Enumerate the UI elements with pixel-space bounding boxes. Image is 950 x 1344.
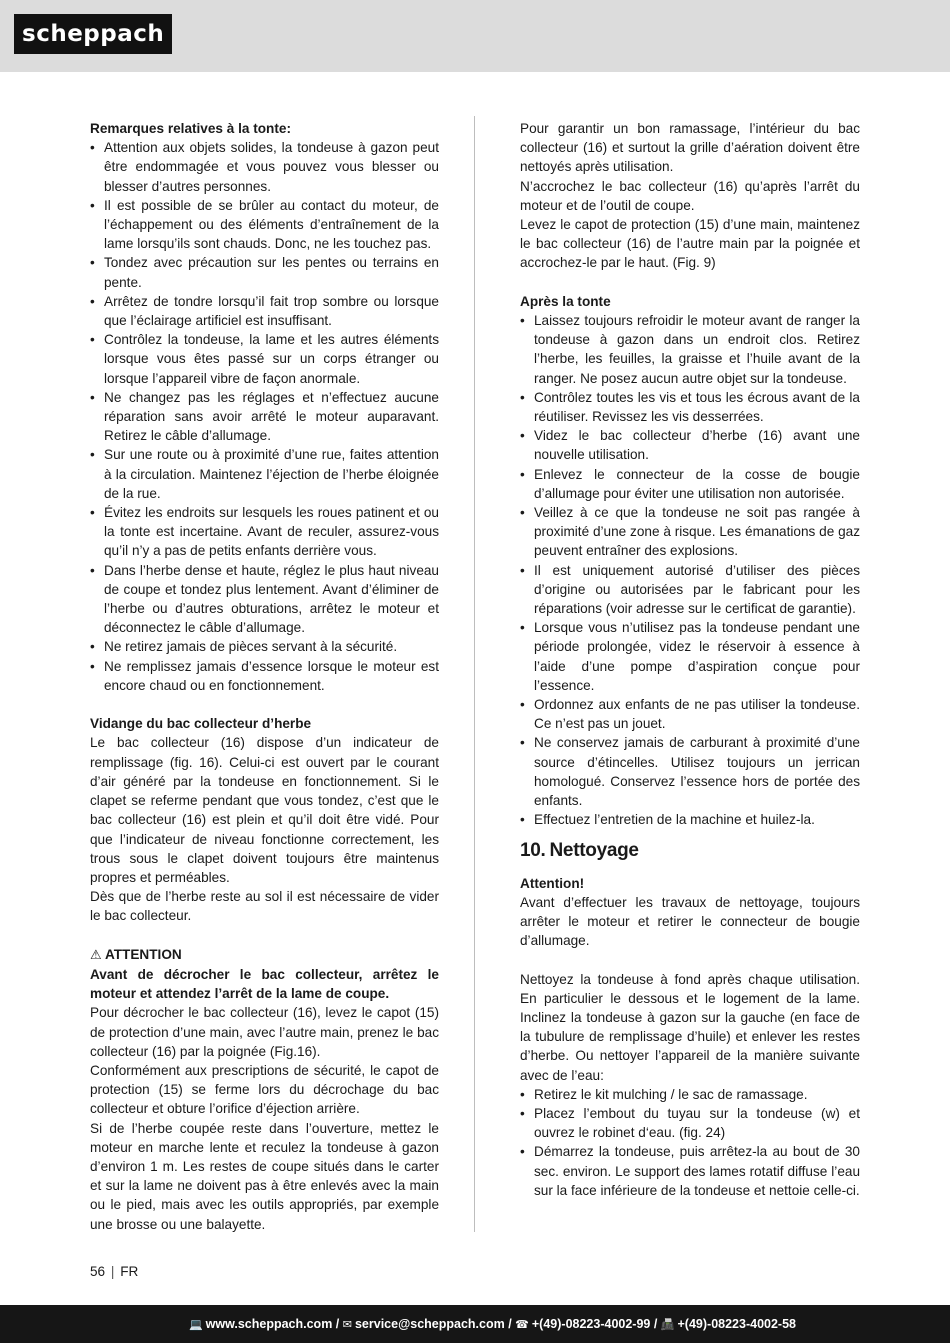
list-item: • Placez l’embout du tuyau sur la tondeuse (w) et ouvrez le robinet d‘eau. (fig. 24) — [520, 1104, 860, 1142]
spacer — [90, 695, 439, 714]
emptying-heading: Vidange du bac collecteur d’herbe — [90, 716, 312, 732]
attention-label: ATTENTION — [104, 946, 182, 962]
email-link[interactable]: service@scheppach.com / — [354, 1317, 512, 1331]
section-title-text: Nettoyage — [549, 839, 639, 861]
header-band — [0, 0, 950, 72]
list-item: • Contrôlez la tondeuse, la lame et les autres éléments lorsque vous êtes passé sur un corps étranger ou lorsque l’appareil vibre de façon anormale. — [90, 330, 439, 388]
list-item: • Retirez le kit mulching / le sac de ramassage. — [520, 1085, 860, 1104]
warning-icon: ⚠ — [90, 947, 102, 963]
page-number — [90, 1264, 138, 1279]
contact-bar-content — [189, 1305, 796, 1344]
attention-paragraph: Pour décrocher le bac collecteur (16), levez le capot (15) de protection d’une main, avec l’autre main, prenez le bac collecteur (16) par la poignée (Fig.16). — [90, 1005, 439, 1059]
cleaning-attention-text: Avant d’effectuer les travaux de nettoyage, toujours arrêter le moteur et retirer le connecteur de bougie d’allumage. — [520, 894, 860, 949]
page-number-separator: | — [110, 1264, 115, 1279]
list-item: • Contrôlez toutes les vis et tous les écrous avant de la réutiliser. Revissez les vis desserrées. — [520, 388, 860, 426]
phone-number: +(49)-08223-4002-99 / — [531, 1317, 658, 1331]
column-divider — [474, 116, 475, 1232]
list-item: • Lorsque vous n’utilisez pas la tondeuse pendant une période prolongée, videz le réservoir à essence à l’aide d’une pompe d’aspiration conçue pour l’essence. — [520, 618, 860, 695]
after-mowing-list — [520, 311, 860, 829]
language-code: FR — [120, 1264, 139, 1279]
list-item: • Effectuez l’entretien de la machine et huilez-la. — [520, 810, 860, 829]
list-item: • Ne changez pas les réglages et n’effectuez aucune réparation sans avoir arrêté le moteur auparavant. Retirez le câble d’allumage. — [90, 388, 439, 446]
list-item: • Ordonnez aux enfants de ne pas utiliser la tondeuse. Ce n’est pas un jouet. — [520, 695, 860, 733]
list-item: • Sur une route ou à proximité d’une rue, faites attention à la circulation. Maintenez l’éjection de l’herbe éloignée de la rue. — [90, 445, 439, 503]
spacer — [90, 926, 439, 945]
intro-paragraph: Pour garantir un bon ramassage, l’intérieur du bac collecteur (16) et surtout la grille d’aération doivent être nettoyés après utilisation. — [520, 121, 860, 175]
fax-number: +(49)-08223-4002-58 — [677, 1317, 796, 1331]
section-title-cleaning — [520, 838, 860, 864]
cleaning-attention-label: Attention! — [520, 875, 585, 891]
spacer — [520, 950, 860, 969]
mowing-notes-heading: Remarques relatives à la tonte: — [90, 121, 291, 136]
list-item: • Il est uniquement autorisé d’utiliser des pièces d’origine ou autorisées par le fabricant pour les réparations (voir adresse sur le certificat de garantie). — [520, 561, 860, 619]
list-item: • Videz le bac collecteur d’herbe (16) avant une nouvelle utilisation. — [520, 426, 860, 464]
list-item: • Arrêtez de tondre lorsqu’il fait trop sombre ou lorsque que l’éclairage artificiel est insuffisant. — [90, 292, 439, 330]
emptying-paragraph: Dès que de l’herbe reste au sol il est nécessaire de vider le bac collecteur. — [90, 889, 439, 924]
cleaning-paragraph: Nettoyez la tondeuse à fond après chaque utilisation. En particulier le dessous et le logement de la lame. Inclinez la tondeuse à gazon sur la gauche (en face de la tubulure de remplissage d’huile) et enlever les restes d’herbe. Ou nettoyer l’appareil de la manière suivante avec de l’eau: — [520, 971, 860, 1083]
website-link[interactable]: www.scheppach.com / — [205, 1317, 340, 1331]
list-item: • Ne conservez jamais de carburant à proximité d’une source d’étincelles. Utilisez toujours un jerrican homologué. Conservez l’essence hors de portée des enfants. — [520, 733, 860, 810]
cleaning-list — [520, 1085, 860, 1200]
section-number: 10. — [520, 839, 546, 861]
page-number-value: 56 — [90, 1264, 106, 1279]
attention-paragraph: Si de l’herbe coupée reste dans l’ouverture, mettez le moteur en marche lente et reculez la tondeuse à gazon d’environ 1 m. Les restes de coupe situés dans le carter et sur la lame ne doivent pas à être enlevés avec la main ou le pied, mais avec les outils appropriés, par exemple une brosse ou une balayette. — [90, 1120, 439, 1232]
brand-logo: scheppach — [14, 14, 172, 54]
phone-icon: ☎ — [515, 1318, 529, 1331]
list-item: • Tondez avec précaution sur les pentes ou terrains en pente. — [90, 253, 439, 291]
left-column — [90, 119, 439, 1234]
list-item: • Enlevez le connecteur de la cosse de bougie d’allumage pour éviter une utilisation non autorisée. — [520, 465, 860, 503]
emptying-paragraph: Le bac collecteur (16) dispose d’un indicateur de remplissage (fig. 16). Celui-ci est ouvert par le courant d’air généré par la tondeuse en fonctionnement. Si le clapet se referme pendant que vous tondez, c’est que le bac collecteur (16) est plein et qu’il doit être vidé. Pour que l’indicateur de niveau fonctionne correctement, les trous sous le clapet doivent toujours être maintenus propres et perméables. — [90, 735, 439, 885]
list-item: • Attention aux objets solides, la tondeuse à gazon peut être endommagée et vous pouvez vous blesser ou blesser d’autres personnes. — [90, 138, 439, 196]
list-item: • Veillez à ce que la tondeuse ne soit pas rangée à proximité d’une zone à risque. Les émanations de gaz peuvent entraîner des explosions. — [520, 503, 860, 561]
spacer — [520, 273, 860, 292]
right-column — [520, 119, 860, 1200]
contact-bar — [0, 1305, 950, 1343]
fax-icon: 📠 — [660, 1318, 675, 1331]
attention-bold-text: Avant de décrocher le bac collecteur, arrêtez le moteur et attendez l’arrêt de la lame de coupe. — [90, 966, 439, 1002]
mail-icon: ✉ — [342, 1318, 352, 1331]
intro-paragraph: N’accrochez le bac collecteur (16) qu’après l’arrêt du moteur et de l’outil de coupe. — [520, 178, 860, 213]
list-item: • Il est possible de se brûler au contact du moteur, de l’échappement ou des éléments d’entraînement de la lame lorsqu’ils sont chauds. Donc, ne les touchez pas. — [90, 196, 439, 254]
list-item: • Dans l’herbe dense et haute, réglez le plus haut niveau de coupe et tondez plus lentement. Avant d’éliminer de l’herbe ou d’autres obturations, arrêtez le moteur et déconnectez le câble d’allumage. — [90, 561, 439, 638]
attention-paragraph: Conformément aux prescriptions de sécurité, le capot de protection (15) se ferme lors du décrochage du bac collecteur et obture l’orifice d’éjection arrière. — [90, 1062, 439, 1117]
list-item: • Démarrez la tondeuse, puis arrêtez-la au bout de 30 sec. environ. Le support des lames rotatif diffuse l’eau sur la face inférieure de la tondeuse et nettoie celle-ci. — [520, 1142, 860, 1200]
after-mowing-heading: Après la tonte — [520, 293, 611, 309]
list-item: • Évitez les endroits sur lesquels les roues patinent et ou la tonte est incertaine. Avant de reculer, assurez-vous qu’il n’y a pas de petits enfants derrière vous. — [90, 503, 439, 561]
attention-heading — [90, 945, 439, 965]
mowing-notes-list — [90, 138, 439, 695]
intro-paragraph: Levez le capot de protection (15) d’une main, maintenez le bac collecteur (16) de l’autre main par la poignée et accrochez-le par le haut. (Fig. 9) — [520, 217, 860, 271]
list-item: • Ne retirez jamais de pièces servant à la sécurité. — [90, 637, 439, 656]
computer-icon: 💻 — [188, 1318, 203, 1331]
list-item: • Ne remplissez jamais d’essence lorsque le moteur est encore chaud ou en fonctionnement. — [90, 657, 439, 695]
list-item: • Laissez toujours refroidir le moteur avant de ranger la tondeuse à gazon dans un endroit clos. Retirez l’herbe, les feuilles, la graisse et l’huile avant de la ranger. Ne posez aucun autre objet sur la tondeuse. — [520, 311, 860, 388]
